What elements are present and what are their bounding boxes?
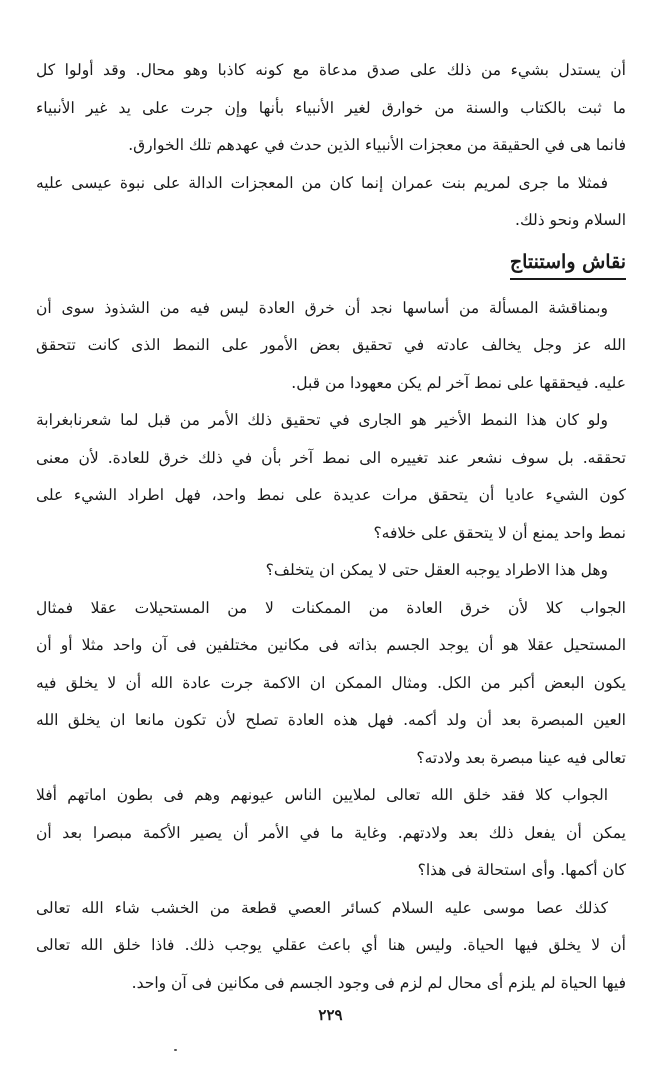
paragraph-4	[36, 402, 626, 552]
paragraph-8-line-1: كذلك عصا موسى عليه السلام كسائر العصي قطعة من الخشب شاء الله تعالى	[36, 898, 608, 917]
paragraph-6	[36, 590, 626, 778]
paragraph-8-line-2: أن لا يخلق فيها الحياة. وليس هنا أي باعث عقلي يوجب ذلك. فاذا خلق الله تعالى	[36, 936, 626, 954]
paragraph-6-line-3: يكون البعض أكبر من الكل. ومثال الممكن ان الاكمة جرت عادة الله أن لا يخلق فيه	[36, 673, 626, 692]
paragraph-3-line-2: الله عز وجل يخالف عادته في تحقيق بعض الأمور على النمط الذى كانت تتحقق	[36, 336, 626, 354]
paragraph-4-line-4: نمط واحد يمنع أن لا يتحقق على خلافه؟	[373, 523, 626, 542]
paragraph-2	[36, 165, 626, 240]
paragraph-7	[36, 777, 626, 890]
paragraph-1-line-3: فانما هى في الحقيقة من معجزات الأنبياء الذين حدث في عهدهم تلك الخوارق.	[128, 136, 626, 154]
section-heading-wrap	[36, 240, 626, 290]
paragraph-3-line-1: وبمناقشة المسألة من أساسها نجد أن خرق العادة ليس فيه من الشذوذ سوى أن	[36, 298, 608, 317]
paragraph-4-line-3: كون الشيء عاديا أن يتحقق مرات عديدة على نمط واحد، فهل اطراد الشيء على	[36, 486, 626, 504]
paragraph-5-line-1: وهل هذا الاطراد يوجبه العقل حتى لا يمكن ان يتخلف؟	[265, 561, 608, 579]
scan-speck	[174, 1049, 177, 1051]
page-body	[36, 52, 626, 1002]
paragraph-1-line-1: أن يستدل بشيء من ذلك على صدق مدعاة مع كونه كاذبا وهو محال. وقد أولوا كل	[36, 61, 626, 79]
page-number: ٢٢٩	[318, 1006, 343, 1024]
paragraph-6-line-2: المستحيل عقلا هو أن يوجد الجسم بذاته فى مكانين مختلفين فى آن واحد مثلا أو أن	[36, 636, 626, 654]
paragraph-6-line-5: تعالى فيه عينا مبصرة بعد ولادته؟	[416, 748, 626, 767]
paragraph-7-line-1: الجواب كلا فقد خلق الله تعالى لملايين الناس عيونهم وهم فى بطون اماتهم أفلا	[36, 786, 608, 804]
paragraph-2-line-2: السلام ونحو ذلك.	[515, 211, 626, 229]
paragraph-7-line-2: يمكن أن يفعل ذلك بعد ولادتهم. وغاية ما في الأمر أن يصير الأكمة مبصرا بعد أن	[36, 823, 626, 842]
paragraph-4-line-2: تحققه. بل سوف نشعر عند تغييره الى نمط آخر بأن في ذلك خرق للعادة. لأن معنى	[36, 448, 626, 467]
paragraph-5	[36, 552, 626, 590]
paragraph-3	[36, 290, 626, 403]
section-heading: نقاش واستنتاج	[510, 248, 626, 280]
paragraph-7-line-3: كان أكمها. وأى استحالة فى هذا؟	[417, 861, 626, 879]
paragraph-6-line-4: العين المبصرة بعد أن ولد أكمه. فهل هذه العادة تصلح لأن تكون مانعا ان يخلق الله	[36, 711, 626, 729]
paragraph-3-line-3: عليه. فيحققها على نمط آخر لم يكن معهودا من قبل.	[291, 373, 626, 392]
paragraph-8-line-3: فيها الحياة لم يلزم أى محال لم لزم فى وجود الجسم فى مكانين فى آن واحد.	[131, 973, 626, 992]
paragraph-6-line-1: الجواب كلا لأن خرق العادة من الممكنات لا من المستحيلات عقلا فمثال	[36, 598, 626, 617]
paragraph-4-line-1: ولو كان هذا النمط الأخير هو الجارى في تحقيق ذلك الأمر من قبل لما شعرنابغرابة	[36, 411, 608, 429]
paragraph-2-line-1: فمثلا ما جرى لمريم بنت عمران إنما كان من المعجزات الدالة على نبوة عيسى عليه	[36, 173, 608, 192]
paragraph-1-line-2: ما ثبت بالكتاب والسنة من خوارق لغير الأنبياء بأنها وإن جرت على يد غير الأنبياء	[36, 98, 626, 117]
paragraph-8	[36, 890, 626, 1003]
paragraph-1	[36, 52, 626, 165]
